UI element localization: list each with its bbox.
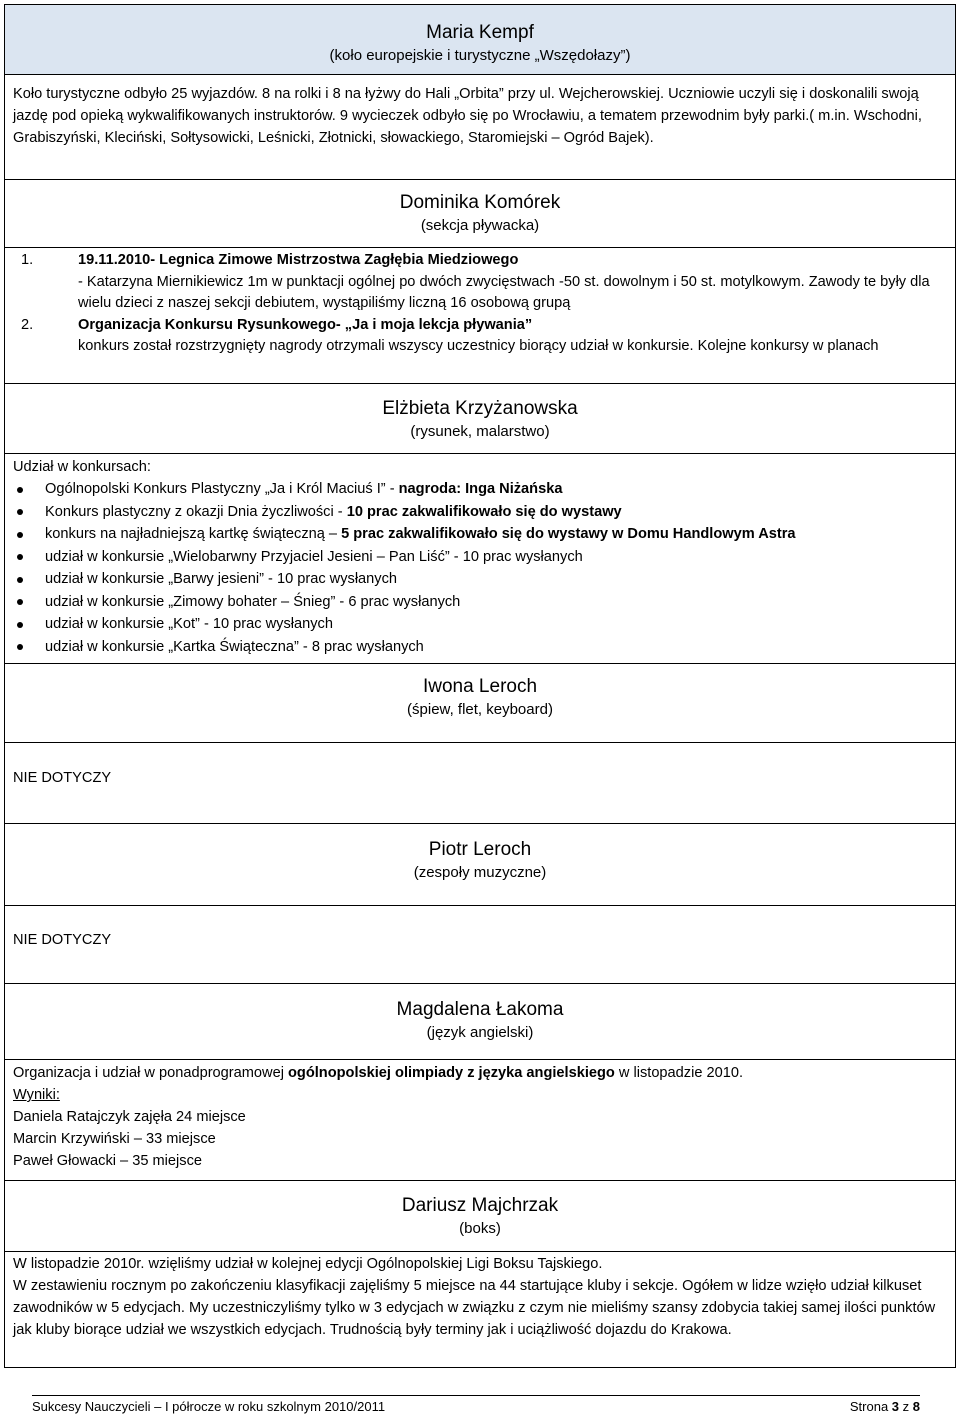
krzyzanowska-header	[4, 383, 956, 453]
kempf-subtitle: (koło europejskie i turystyczne „Wszędołazy”)	[329, 47, 631, 64]
bullet-icon	[17, 532, 23, 538]
lakoma-olympiad: ogólnopolskiej olimpiady z języka angielskiego	[288, 1065, 615, 1081]
lakoma-subtitle: (język angielski)	[426, 1024, 534, 1041]
ileroch-body	[4, 742, 956, 823]
ileroch-text: NIE DOTYCZY	[13, 770, 112, 786]
krzyzanowska-name: Elżbieta Krzyżanowska	[382, 398, 578, 419]
bullet-icon	[17, 622, 23, 628]
item-text: Konkurs plastyczny z okazji Dnia życzliwości -	[45, 503, 347, 520]
page-footer	[32, 1399, 920, 1415]
list-item	[5, 315, 947, 358]
bullet-icon	[17, 509, 23, 515]
item-text: udział w konkursie „Zimowy bohater – Śnieg” - 6 prac wysłanych	[45, 593, 461, 610]
item-bold: 5 prac zakwalifikowało się do wystawy w Domu Handlowym Astra	[341, 526, 796, 542]
lakoma-line1-start: Organizacja i udział w ponadprogramowej	[13, 1065, 288, 1081]
majchrzak-subtitle: (boks)	[459, 1220, 501, 1237]
pleroch-text: NIE DOTYCZY	[13, 932, 112, 948]
bullet-icon	[17, 644, 23, 650]
item-number: 2.	[21, 316, 34, 333]
list-item	[5, 546, 955, 569]
result-line: Paweł Głowacki – 35 miejsce	[13, 1153, 202, 1169]
page-of: z	[899, 1399, 913, 1414]
bullet-icon	[17, 487, 23, 493]
list-item	[5, 501, 955, 524]
item-text: Ogólnopolski Konkurs Plastyczny „Ja i Król Maciuś I” -	[45, 481, 399, 497]
ileroch-subtitle: (śpiew, flet, keyboard)	[407, 701, 553, 718]
kempf-body	[4, 74, 956, 179]
item-title: Organizacja Konkursu Rysunkowego- „Ja i moja lekcja pływania”	[78, 316, 533, 333]
item-text: konkurs został rozstrzygnięty nagrody otrzymali wszyscy uczestnicy biorący udział w konkursie. Kolejne konkursy w planach	[78, 338, 879, 354]
footer-title: Sukcesy Nauczycieli – I półrocze w roku szkolnym 2010/2011	[32, 1399, 386, 1414]
komorek-list	[5, 250, 955, 358]
item-title: 19.11.2010- Legnica Zimowe Mistrzostwa Zagłębia Miedziowego	[78, 252, 519, 268]
kempf-text: Koło turystyczne odbyło 25 wyjazdów. 8 na rolki i 8 na łyżwy do Hali „Orbita” przy ul. Wejcherowskiej. Uczniowie uczyli się i doskonalili swoją jazdę pod opieką wykwalifikowanych instruktorów. 9 wycieczek odbyło się po Wrocławiu, a tematem przewodnim były parki.( m.in. Wschodni, Grabiszyński, Kleciński, Sołtysowicki, Leśnicki, Złotnicki, słowackiego, Staromiejski – Ogród Bajek).	[13, 86, 922, 146]
majchrzak-p1: W listopadzie 2010r. wzięliśmy udział w kolejnej edycji Ogólnopolskiej Ligi Boksu Tajskiego.	[13, 1256, 603, 1272]
lakoma-body	[4, 1059, 956, 1180]
lakoma-line1	[5, 1062, 955, 1084]
lakoma-results-label: Wyniki:	[13, 1087, 60, 1103]
krzyzanowska-subtitle: (rysunek, malarstwo)	[410, 423, 550, 440]
list-item	[5, 568, 955, 591]
item-text: udział w konkursie „Kartka Świąteczna” - 8 prac wysłanych	[45, 638, 424, 655]
komorek-header	[4, 179, 956, 247]
pleroch-body	[4, 905, 956, 983]
list-item	[5, 523, 955, 546]
page-label: Strona	[849, 1399, 892, 1414]
bullet-icon	[17, 577, 23, 583]
kempf-name: Maria Kempf	[426, 22, 534, 43]
footer-divider	[32, 1395, 920, 1396]
page-current: 3	[891, 1399, 900, 1414]
krzyzanowska-body	[4, 453, 956, 663]
pleroch-header	[4, 823, 956, 905]
krzyzanowska-intro: Udział w konkursach:	[13, 459, 151, 475]
item-text: - Katarzyna Miernikiewicz 1m w punktacji ogólnej po dwóch zwycięstwach -50 st. dowolnym i 50 st. motylkowym. Zawody te były dla wielu dzieci z naszej sekcji debiutem, wystąpiliśmy liczną 16 osobową grupą	[78, 273, 930, 311]
bullet-icon	[17, 554, 23, 560]
pleroch-name: Piotr Leroch	[428, 839, 532, 860]
list-item	[5, 250, 947, 315]
item-text: udział w konkursie „Barwy jesieni” - 10 prac wysłanych	[45, 571, 398, 587]
list-item	[5, 636, 955, 659]
lakoma-name: Magdalena Łakoma	[396, 999, 564, 1020]
page-number	[850, 1399, 920, 1415]
result-line: Daniela Ratajczyk zajęła 24 miejsce	[13, 1109, 246, 1125]
ileroch-header	[4, 663, 956, 742]
list-item	[5, 478, 955, 501]
bullet-icon	[17, 599, 23, 605]
list-item	[5, 613, 955, 636]
lakoma-header	[4, 983, 956, 1059]
item-bold: nagroda: Inga Niżańska	[398, 481, 563, 497]
pleroch-subtitle: (zespoły muzyczne)	[413, 864, 547, 881]
krzyzanowska-list	[5, 478, 955, 658]
majchrzak-header	[4, 1180, 956, 1251]
list-item	[5, 591, 955, 614]
item-text: konkurs na najładniejszą kartkę świąteczną –	[45, 526, 342, 542]
document-page	[4, 4, 956, 1368]
komorek-body	[4, 247, 956, 383]
majchrzak-p2: W zestawieniu rocznym po zakończeniu klasyfikacji zajęliśmy 5 miejsce na 44 startujące kluby i sekcje. Ogółem w lidze wzięło udział kilkuset zawodników w 5 edycjach. My uczestniczyliśmy tylko w 3 edycjach w związku z czym nie mieliśmy szansy zdobycia takiej samej ilości punktów jak kluby biorące udział we wszystkich edycjach. Trudnością były terminy jak i uciążliwość dojazdu do Krakowa.	[13, 1278, 936, 1338]
majchrzak-name: Dariusz Majchrzak	[401, 1195, 559, 1216]
ileroch-name: Iwona Leroch	[422, 676, 538, 697]
item-text: udział w konkursie „Wielobarwny Przyjaciel Jesieni – Pan Liść” - 10 prac wysłanych	[45, 548, 583, 565]
komorek-name: Dominika Komórek	[399, 192, 561, 213]
komorek-subtitle: (sekcja pływacka)	[420, 217, 540, 234]
item-bold: 10 prac zakwalifikowało się do wystawy	[346, 503, 622, 520]
item-number: 1.	[21, 252, 34, 268]
page-total: 8	[912, 1399, 920, 1414]
result-line: Marcin Krzywiński – 33 miejsce	[13, 1131, 216, 1147]
majchrzak-body	[4, 1251, 956, 1368]
kempf-header	[4, 4, 956, 74]
item-text: udział w konkursie „Kot” - 10 prac wysłanych	[45, 616, 333, 632]
lakoma-line1-end: w listopadzie 2010.	[614, 1065, 744, 1081]
